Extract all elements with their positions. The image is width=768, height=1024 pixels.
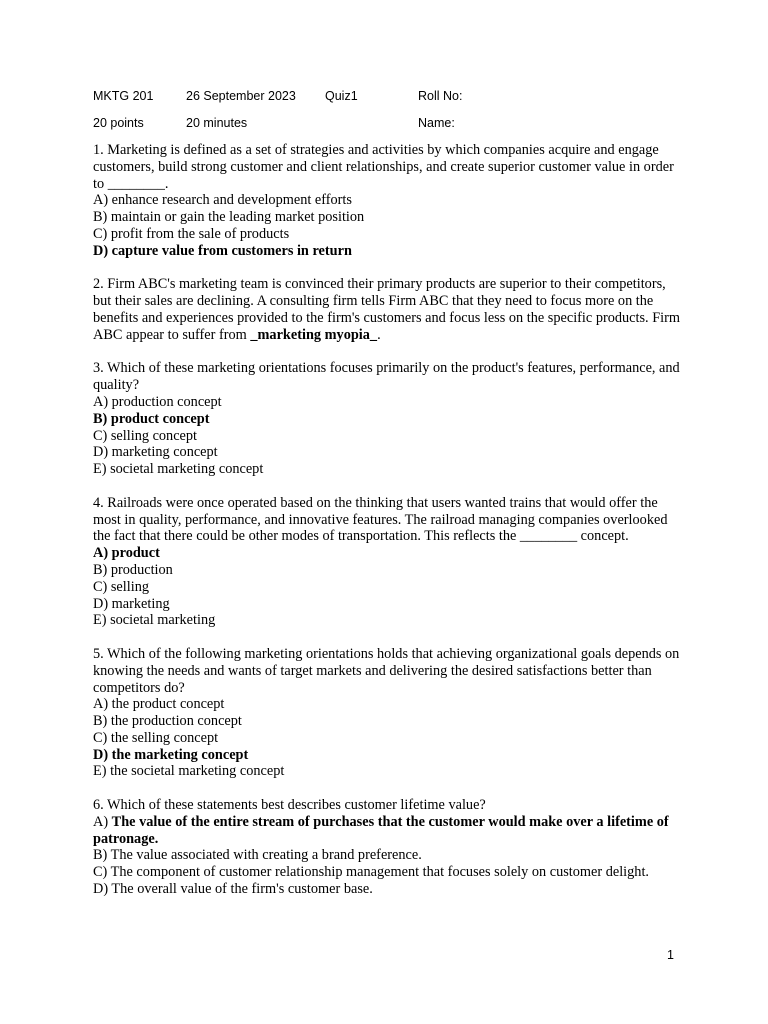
question-text: 3. Which of these marketing orientations focuses primarily on the product's features, performance, and quality? bbox=[93, 360, 680, 394]
option-a: A) enhance research and development efforts bbox=[93, 192, 352, 209]
option-d-answer: D) the marketing concept bbox=[93, 746, 249, 763]
option-d-answer: D) capture value from customers in return bbox=[93, 242, 352, 259]
question-text: 1. Marketing is defined as a set of strategies and activities by which companies acquire and engage customers, build strong customer and client relationships, and create superior customer value in order to ________. bbox=[93, 142, 674, 192]
question-text: 5. Which of the following marketing orientations holds that achieving organizational goals depends on knowing the needs and wants of target markets and delivering the desired satisfactions better than competitors do? bbox=[93, 645, 680, 696]
quiz-date: 26 September 2023 bbox=[186, 89, 296, 103]
option-e: E) the societal marketing concept bbox=[93, 763, 285, 780]
option-e: E) societal marketing bbox=[93, 612, 216, 629]
page-number: 1 bbox=[667, 948, 674, 962]
quiz-title: Quiz1 bbox=[325, 89, 358, 103]
duration-label: 20 minutes bbox=[186, 116, 248, 130]
question-list bbox=[93, 142, 683, 915]
question-text bbox=[93, 276, 683, 343]
question-text: 6. Which of these statements best describes customer lifetime value? bbox=[93, 797, 486, 814]
option-c: C) selling concept bbox=[93, 427, 198, 444]
question-text-body: 2. Firm ABC's marketing team is convinced their primary products are superior to their competitors, but their sales are declining. A consulting firm tells Firm ABC that they need to focus more on the benefits and experiences provided to the firm's customers and focus less on the specific products. Firm ABC appear to suffer from bbox=[93, 276, 681, 343]
question-1 bbox=[93, 142, 683, 260]
question-2 bbox=[93, 276, 683, 343]
option-c: C) The component of customer relationship management that focuses solely on customer delight. bbox=[93, 864, 649, 881]
question-5 bbox=[93, 646, 683, 780]
option-d: D) The overall value of the firm's customer base. bbox=[93, 881, 373, 898]
option-a: A) production concept bbox=[93, 393, 222, 410]
question-end: . bbox=[377, 326, 381, 343]
option-b-answer: B) product concept bbox=[93, 410, 210, 427]
option-a-answer bbox=[93, 814, 683, 848]
question-text: 4. Railroads were once operated based on the thinking that users wanted trains that would offer the most in quality, performance, and innovative features. The railroad managing companies overlooked the fact that there could be other modes of transportation. This reflects the ________ concept. bbox=[93, 494, 668, 545]
option-a-text: The value of the entire stream of purchases that the customer would make over a lifetime of patronage. bbox=[93, 813, 669, 847]
name-label: Name: bbox=[418, 116, 455, 130]
question-4 bbox=[93, 495, 683, 629]
option-e: E) societal marketing concept bbox=[93, 461, 264, 478]
option-c: C) profit from the sale of products bbox=[93, 225, 290, 242]
points-label: 20 points bbox=[93, 116, 144, 130]
question-6 bbox=[93, 797, 683, 898]
answer-text: _marketing myopia_ bbox=[250, 326, 378, 343]
option-b: B) maintain or gain the leading market position bbox=[93, 209, 365, 226]
option-d: D) marketing bbox=[93, 595, 170, 612]
option-b: B) the production concept bbox=[93, 713, 242, 730]
roll-no-label: Roll No: bbox=[418, 89, 463, 103]
question-3 bbox=[93, 360, 683, 478]
option-b: B) The value associated with creating a brand preference. bbox=[93, 847, 422, 864]
option-d: D) marketing concept bbox=[93, 444, 218, 461]
option-a: A) the product concept bbox=[93, 696, 225, 713]
option-c: C) the selling concept bbox=[93, 729, 219, 746]
course-code: MKTG 201 bbox=[93, 89, 154, 103]
option-a-prefix: A) bbox=[93, 813, 109, 830]
option-a-answer: A) product bbox=[93, 545, 160, 562]
option-b: B) production bbox=[93, 561, 173, 578]
option-c: C) selling bbox=[93, 578, 149, 595]
